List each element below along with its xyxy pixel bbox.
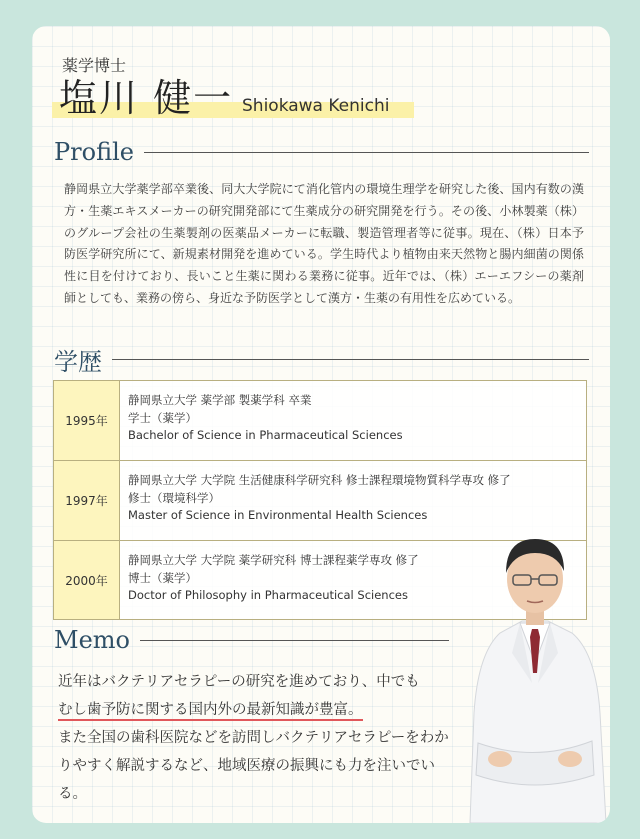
education-degree-en: Master of Science in Environmental Health Sciences xyxy=(128,508,428,522)
education-heading: 学歴 xyxy=(54,348,102,376)
memo-text-part2: また全国の歯科医院などを訪問しバクテリアセラピーをわかりやすく解説するなど、地域医療の振興にも力を注いでいる。 xyxy=(58,730,449,802)
academic-title: 薬学博士 xyxy=(62,56,127,75)
education-school: 静岡県立大学 薬学部 製薬学科 卒業 xyxy=(128,393,312,407)
memo-highlight: むし歯予防に関する国内外の最新知識が豊富。 xyxy=(58,702,363,721)
education-year: 2000年 xyxy=(54,541,120,619)
divider xyxy=(144,152,589,153)
profile-heading: Profile xyxy=(54,138,134,166)
divider xyxy=(140,640,449,641)
education-year: 1997年 xyxy=(54,461,120,540)
memo-heading-row xyxy=(54,626,449,654)
divider xyxy=(112,359,589,360)
doctor-portrait xyxy=(460,513,610,823)
memo-text xyxy=(58,668,458,808)
profile-heading-row xyxy=(54,138,589,166)
education-school: 静岡県立大学 大学院 生活健康科学研究科 修士課程環境物質科学専攻 修了 xyxy=(128,473,511,487)
profile-card xyxy=(32,26,610,823)
education-degree: 学士（薬学） xyxy=(128,410,197,425)
education-degree: 博士（薬学） xyxy=(128,570,197,585)
name-japanese: 塩川 健一 xyxy=(59,76,234,120)
education-details xyxy=(120,381,586,460)
memo-text-part1: 近年はバクテリアセラピーの研究を進めており、中でも xyxy=(58,674,420,690)
education-school: 静岡県立大学 大学院 薬学研究科 博士課程薬学専攻 修了 xyxy=(128,553,419,567)
education-row xyxy=(54,381,586,461)
education-degree-en: Doctor of Philosophy in Pharmaceutical Sciences xyxy=(128,588,408,602)
profile-text: 静岡県立大学薬学部卒業後、同大大学院にて消化管内の環境生理学を研究した後、国内有数の漢方・生薬エキスメーカーの研究開発部にて生薬成分の研究開発を行う。その後、小林製薬（株）のグループ会社の生薬製剤の医薬品メーカーに転職、製造管理者等に従事。現在、（株）日本予防医学研究所にて、新規素材開発を進めている。学生時代より植物由来天然物と腸内細菌の関係性に目を付けており、長いこと生薬に関わる業務に従事。近年では、（株）エーエフシーの薬剤師としても、業務の傍ら、身近な予防医学として漢方・生薬の有用性を広めている。 xyxy=(64,182,584,305)
education-degree-en: Bachelor of Science in Pharmaceutical Sciences xyxy=(128,428,403,442)
education-heading-row xyxy=(54,342,589,377)
education-degree: 修士（環境科学） xyxy=(128,490,220,505)
education-year: 1995年 xyxy=(54,381,120,460)
name-english: Shiokawa Kenichi xyxy=(242,96,390,116)
memo-heading: Memo xyxy=(54,626,130,654)
